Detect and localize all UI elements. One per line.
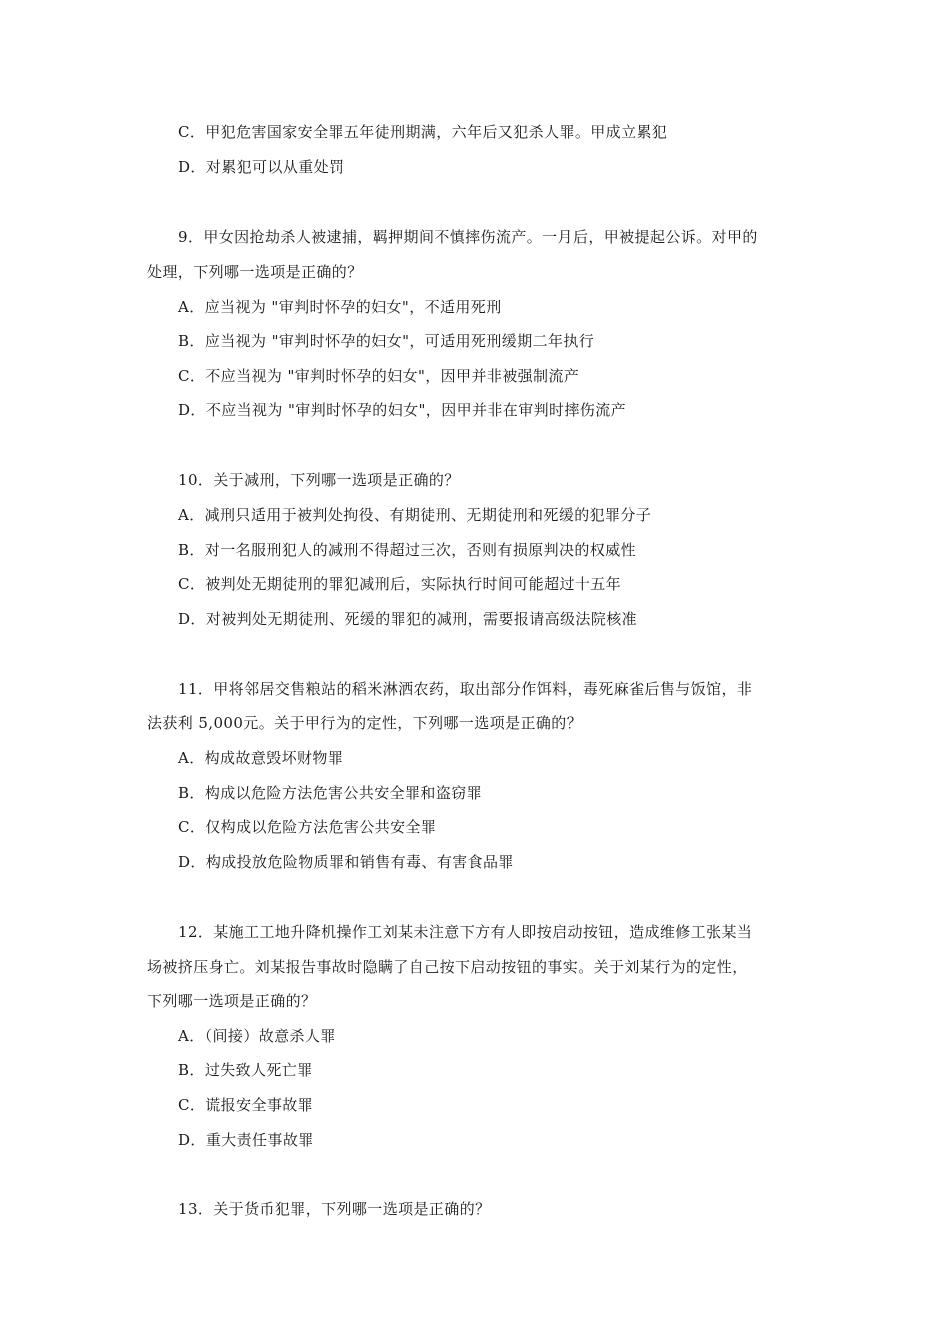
option-d: D．对累犯可以从重处罚: [178, 158, 345, 176]
question-9-option-c: C．不应当视为 "审判时怀孕的妇女"，因甲并非被强制流产: [178, 367, 580, 385]
question-11-stem: 11．甲将邻居交售粮站的稻米淋洒农药，取出部分作饵料，毒死麻雀后售与饭馆，非: [178, 680, 753, 698]
question-9-option-b: B．应当视为 "审判时怀孕的妇女"，可适用死刑缓期二年执行: [178, 332, 595, 350]
question-12-stem-cont: 场被挤压身亡。刘某报告事故时隐瞒了自己按下启动按钮的事实。关于刘某行为的定性，: [147, 958, 748, 976]
question-9-stem-cont: 处理，下列哪一选项是正确的？: [147, 263, 363, 281]
question-11-option-b: B．构成以危险方法危害公共安全罪和盗窃罪: [178, 784, 483, 802]
question-10-option-c: C．被判处无期徒刑的罪犯减刑后，实际执行时间可能超过十五年: [178, 575, 622, 593]
question-9-option-d: D．不应当视为 "审判时怀孕的妇女"，因甲并非在审判时摔伤流产: [178, 401, 626, 419]
question-10-option-b: B．对一名服刑犯人的减刑不得超过三次，否则有损原判决的权威性: [178, 541, 637, 559]
question-11-stem-cont: 法获利 5,000元。关于甲行为的定性，下列哪一选项是正确的？: [147, 714, 583, 732]
question-9-option-a: A．应当视为 "审判时怀孕的妇女"，不适用死刑: [178, 298, 502, 316]
question-12-option-a: A．（间接）故意杀人罪: [178, 1027, 336, 1045]
option-c: C．甲犯危害国家安全罪五年徒刑期满，六年后又犯杀人罪。甲成立累犯: [178, 123, 668, 141]
question-10-stem: 10．关于减刑，下列哪一选项是正确的？: [178, 471, 460, 489]
question-12-option-b: B．过失致人死亡罪: [178, 1061, 313, 1079]
question-11-option-c: C．仅构成以危险方法危害公共安全罪: [178, 818, 437, 836]
question-10-option-d: D．对被判处无期徒刑、死缓的罪犯的减刑，需要报请高级法院核准: [178, 610, 638, 628]
question-11-option-a: A．构成故意毁坏财物罪: [178, 749, 344, 767]
question-12-option-d: D．重大责任事故罪: [178, 1131, 314, 1149]
question-9-stem: 9．甲女因抢劫杀人被逮捕，羁押期间不慎摔伤流产。一月后，甲被提起公诉。对甲的: [178, 228, 758, 246]
question-11-option-d: D．构成投放危险物质罪和销售有毒、有害食品罪: [178, 853, 514, 871]
question-13-stem: 13．关于货币犯罪，下列哪一选项是正确的？: [178, 1200, 491, 1218]
question-12-option-c: C．谎报安全事故罪: [178, 1096, 314, 1114]
question-10-option-a: A．减刑只适用于被判处拘役、有期徒刑、无期徒刑和死缓的犯罪分子: [178, 506, 652, 524]
question-12-stem: 12．某施工工地升降机操作工刘某未注意下方有人即按启动按钮，造成维修工张某当: [178, 923, 753, 941]
question-12-stem-cont-2: 下列哪一选项是正确的？: [147, 992, 317, 1010]
